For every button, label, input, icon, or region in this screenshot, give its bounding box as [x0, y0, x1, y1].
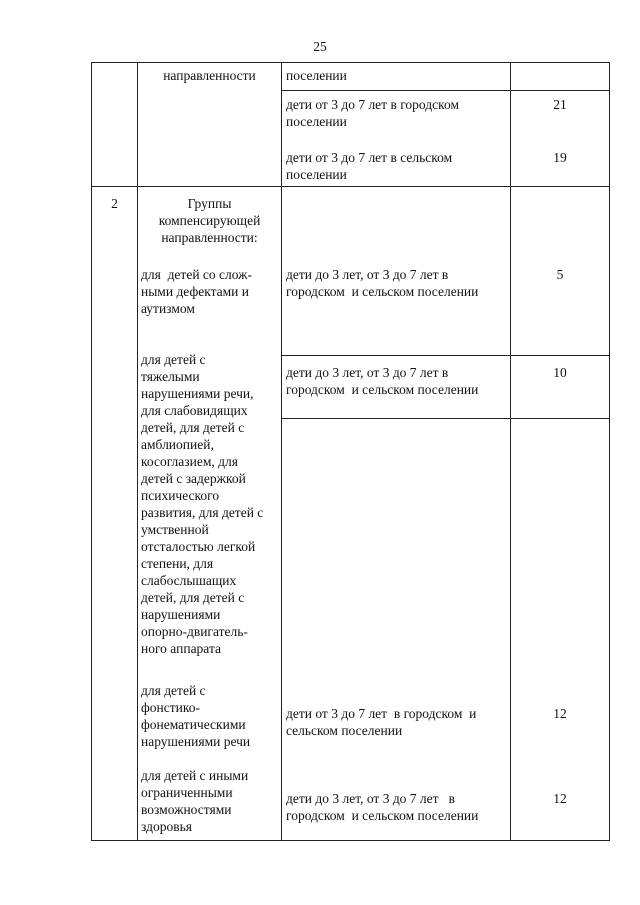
- continuation-group-text: направленности: [163, 68, 256, 83]
- table-row-category: дети от 3 до 7 лет в городском поселении: [286, 97, 460, 129]
- table-row-category: дети от 3 до 7 лет в сельском поселении: [286, 150, 453, 182]
- subgroup-value: 12: [553, 706, 567, 721]
- table-border-left: [91, 62, 92, 840]
- table-column-divider-1: [137, 62, 138, 840]
- table-column-divider-3: [510, 62, 511, 840]
- subgroup-category: дети от 3 до 7 лет в городском и сельском поселении: [286, 706, 477, 738]
- row-divider-group: [91, 186, 610, 187]
- subgroup-category: дети до 3 лет, от 3 до 7 лет в городском и сельском поселении: [286, 365, 479, 397]
- group-title: Группы компенсирующей направленности:: [158, 196, 261, 245]
- subgroup-value: 5: [556, 267, 564, 282]
- table-row-value: 19: [553, 150, 567, 165]
- row-divider-c: [281, 418, 610, 419]
- subgroup-name: для детей с иными ограниченными возможностями здоровья: [141, 768, 249, 834]
- table-column-divider-2: [281, 62, 282, 840]
- subgroup-name: для детей с тяжелыми нарушениями речи, для слабовидящих детей, для детей с амблиопией, косоглазием, для детей с задержкой психического развития, для детей с умственной отсталостью легкой степени, для слабослышащих детей, для детей с нарушениями опорно-двигатель- ного аппарата: [141, 352, 264, 656]
- group-number: 2: [111, 196, 118, 211]
- row-divider-b: [281, 355, 610, 356]
- table-border-bottom: [91, 840, 610, 841]
- page-number: 25: [313, 39, 327, 54]
- subgroup-category: дети до 3 лет, от 3 до 7 лет в городском и сельском поселении: [286, 791, 479, 823]
- table-row-value: 21: [553, 97, 567, 112]
- subgroup-category: дети до 3 лет, от 3 до 7 лет в городском и сельском поселении: [286, 267, 479, 299]
- subgroup-name: для детей со слож- ными дефектами и аутизмом: [141, 267, 252, 316]
- table-border-right: [609, 62, 610, 840]
- subgroup-value: 12: [553, 791, 567, 806]
- table-border-top: [91, 62, 610, 63]
- row-divider-a: [281, 90, 610, 91]
- subgroup-name: для детей с фонстико- фонематическими нарушениями речи: [141, 683, 251, 749]
- continuation-category-text: поселении: [286, 68, 347, 83]
- subgroup-value: 10: [553, 365, 567, 380]
